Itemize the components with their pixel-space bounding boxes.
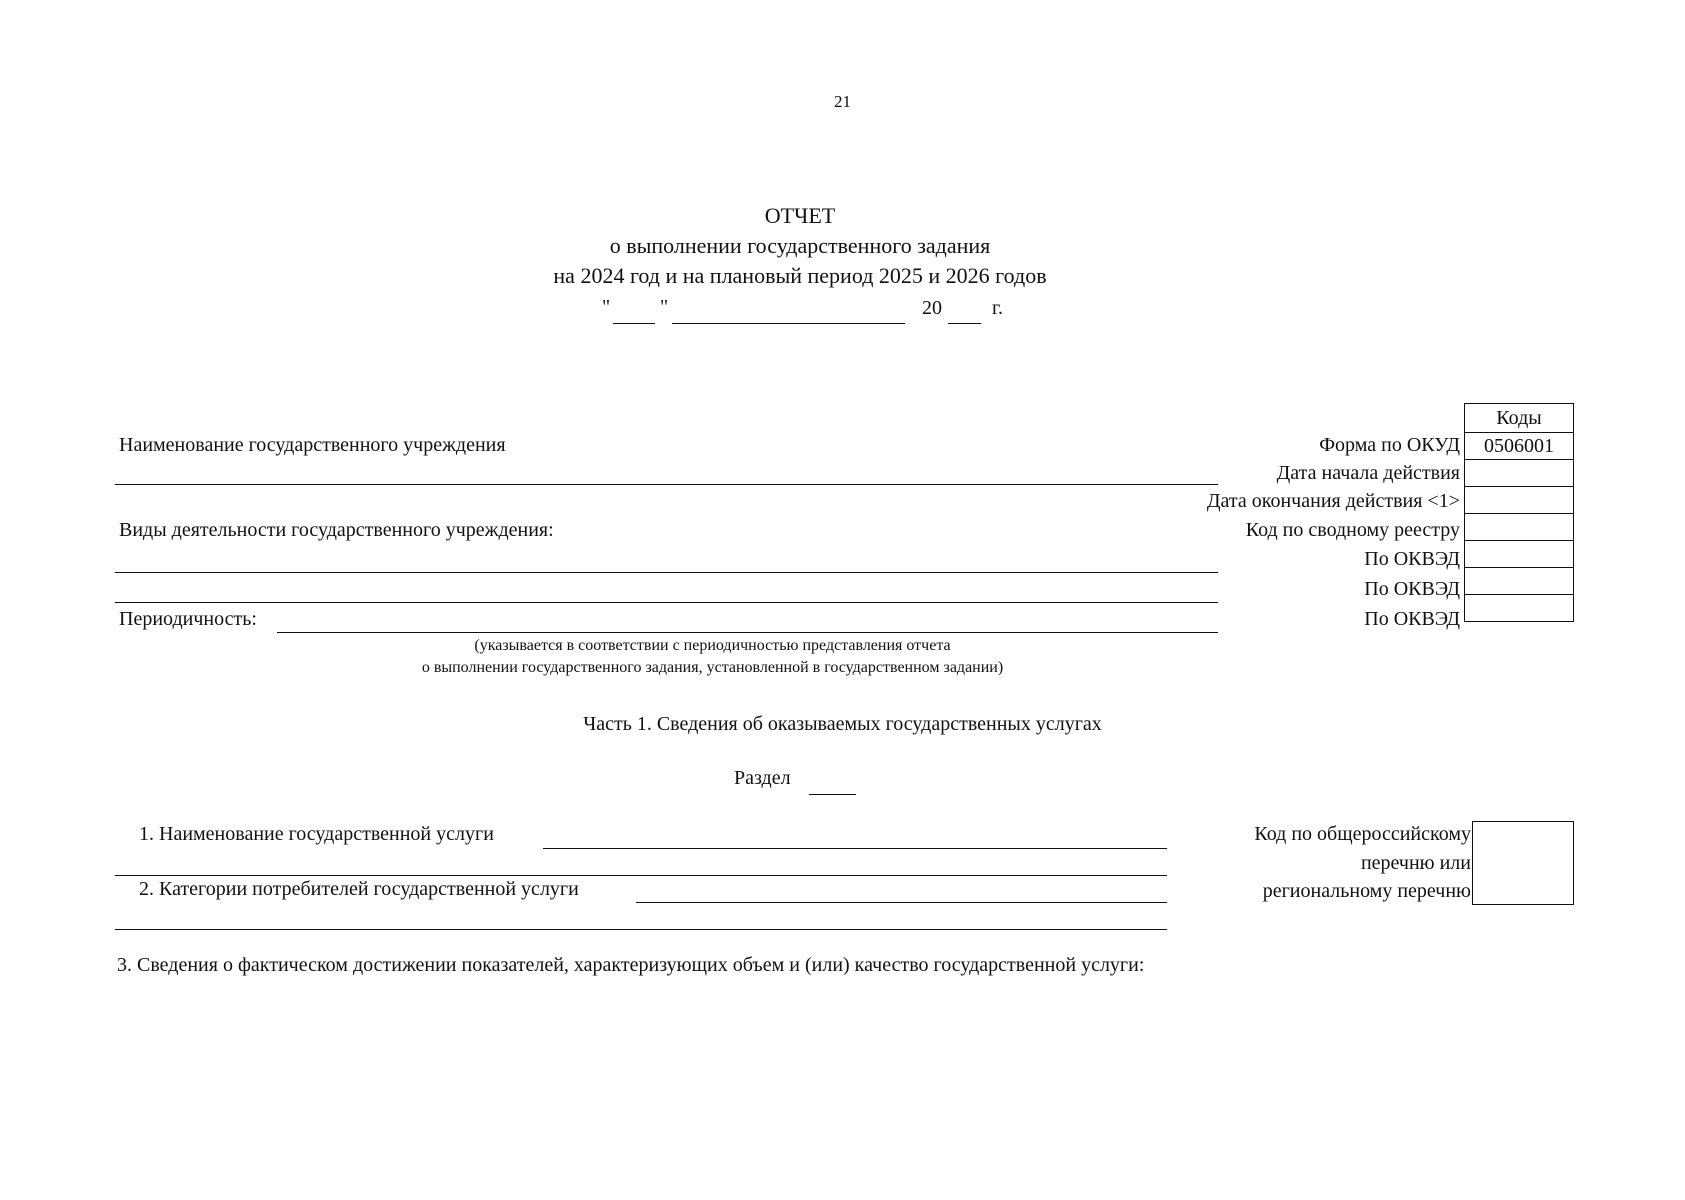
consumers-field-2[interactable]: [115, 929, 1167, 930]
okved-cell-3[interactable]: [1465, 595, 1574, 622]
okved-label-2: По ОКВЭД: [1364, 578, 1460, 600]
indicators-heading: 3. Сведения о фактическом достижении показателей, характеризующих объем и (или) качество государственной услуги:: [117, 954, 1145, 976]
registry-code-label-1: Код по общероссийскому: [1254, 823, 1471, 845]
service-name-field-2[interactable]: [115, 875, 1167, 876]
report-subtitle-1: о выполнении государственного задания: [609, 233, 991, 258]
page-number: 21: [834, 92, 851, 111]
part-title: Часть 1. Сведения об оказываемых государственных услугах: [583, 713, 1102, 735]
date-year-suffix: г.: [992, 297, 1003, 319]
end-date-cell[interactable]: [1465, 487, 1574, 514]
okved-label-1: По ОКВЭД: [1364, 548, 1460, 570]
report-title: ОТЧЕТ: [764, 203, 836, 228]
okud-label: Форма по ОКУД: [1319, 434, 1460, 456]
registry-code-label-3: региональному перечню: [1262, 880, 1471, 902]
periodicity-note-1: (указывается в соответствии с периодичностью представления отчета: [474, 637, 951, 654]
periodicity-note-2: о выполнении государственного задания, установленной в государственном задании): [421, 659, 1004, 676]
section-label: Раздел: [734, 767, 791, 789]
okud-code-cell: 0506001: [1465, 433, 1574, 460]
date-quote-close: ": [660, 296, 669, 318]
codes-header: Коды: [1464, 403, 1574, 432]
institution-name-field[interactable]: [115, 484, 1218, 485]
service-name-field[interactable]: [543, 848, 1167, 849]
consumers-label: 2. Категории потребителей государственной услуги: [139, 878, 579, 900]
periodicity-field[interactable]: [277, 632, 1218, 633]
periodicity-label: Периодичность:: [119, 608, 257, 630]
report-subtitle-2: на 2024 год и на плановый период 2025 и 2026 годов: [553, 263, 1047, 288]
registry-code-cell[interactable]: [1465, 514, 1574, 541]
end-date-label: Дата окончания действия <1>: [1206, 490, 1460, 512]
registry-code-label-2: перечню или: [1360, 852, 1471, 874]
okved-cell-2[interactable]: [1465, 568, 1574, 595]
consumers-field[interactable]: [636, 902, 1167, 903]
section-number-field[interactable]: [809, 794, 856, 795]
start-date-cell[interactable]: [1465, 460, 1574, 487]
okved-label-3: По ОКВЭД: [1364, 608, 1460, 630]
activities-label: Виды деятельности государственного учреждения:: [119, 519, 554, 541]
activities-field-1[interactable]: [115, 572, 1218, 573]
date-month-field[interactable]: [672, 323, 905, 324]
date-quote-open: ": [602, 296, 611, 318]
okved-cell-1[interactable]: [1465, 541, 1574, 568]
date-day-field[interactable]: [613, 323, 655, 324]
date-year-field[interactable]: [948, 323, 981, 324]
service-name-label: 1. Наименование государственной услуги: [139, 823, 494, 845]
codes-table: [1464, 432, 1574, 622]
start-date-label: Дата начала действия: [1276, 462, 1460, 484]
activities-field-2[interactable]: [115, 602, 1218, 603]
registry-code-label: Код по сводному реестру: [1245, 519, 1460, 541]
date-year-prefix: 20: [922, 297, 942, 319]
institution-name-label: Наименование государственного учреждения: [119, 434, 506, 456]
registry-code-box[interactable]: [1472, 821, 1574, 905]
